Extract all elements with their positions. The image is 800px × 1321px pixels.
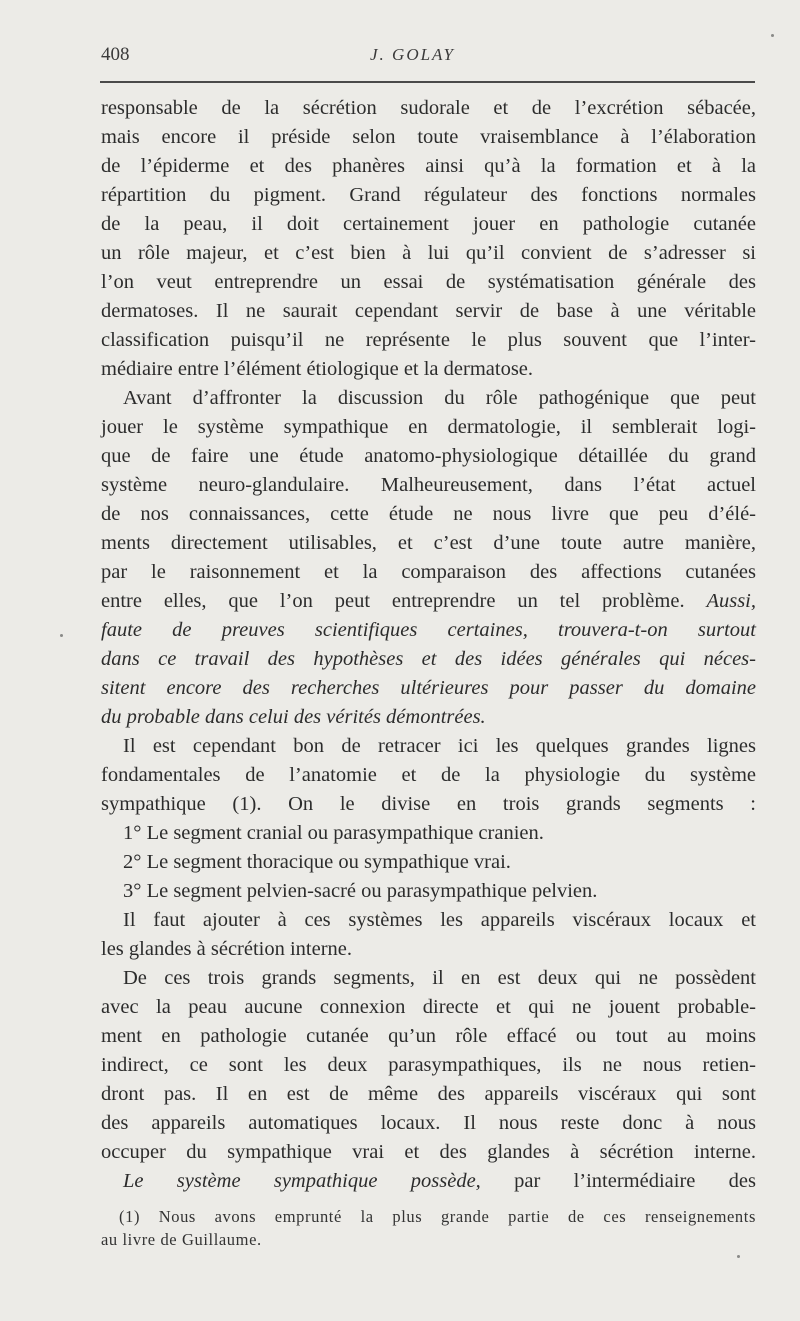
body-line: de nos connaissances, cette étude ne nous livre que peu d’élé- — [101, 503, 756, 525]
header-rule — [100, 81, 755, 83]
body-line: ments directement utilisables, et c’est d’une toute autre manière, — [101, 532, 756, 554]
body-line: dermatoses. Il ne saurait cependant servir de base à une véritable — [101, 300, 756, 322]
paper-speck — [60, 634, 63, 637]
body-line-mixed — [101, 587, 756, 616]
running-head: J. GOLAY — [370, 45, 455, 64]
footnote-line: au livre de Guillaume. — [101, 1230, 262, 1249]
list-item: 3° Le segment pelvien-sacré ou parasympathique pelvien. — [123, 880, 598, 902]
paper-speck — [771, 34, 774, 37]
body-line-italic: faute de preuves scientifiques certaines, trouvera-t-on surtout — [101, 619, 756, 641]
body-line: mais encore il préside selon toute vraisemblance à l’élaboration — [101, 126, 756, 148]
body-line: Avant d’affronter la discussion du rôle pathogénique que peut — [123, 387, 756, 409]
body-text-run: entre elles, que l’on peut entreprendre un tel problème. — [101, 590, 685, 612]
list-item: 1° Le segment cranial ou parasympathique cranien. — [123, 822, 544, 844]
body-line: par le raisonnement et la comparaison des affections cutanées — [101, 561, 756, 583]
body-line-italic: dans ce travail des hypothèses et des idées générales qui néces- — [101, 648, 756, 670]
body-line: jouer le système sympathique en dermatologie, il semblerait logi- — [101, 416, 756, 438]
body-line: avec la peau aucune connexion directe et qui ne jouent probable- — [101, 996, 756, 1018]
italic-run: Aussi, — [706, 590, 757, 612]
body-line: fondamentales de l’anatomie et de la physiologie du système — [101, 764, 756, 786]
paper-speck — [737, 1255, 740, 1258]
footnote-line: (1) Nous avons emprunté la plus grande partie de ces renseignements — [119, 1207, 756, 1226]
body-line-italic: sitent encore des recherches ultérieures pour passer du domaine — [101, 677, 756, 699]
body-line: Il est cependant bon de retracer ici les quelques grandes lignes — [123, 735, 756, 757]
body-line: occuper du sympathique vrai et des glandes à sécrétion interne. — [101, 1141, 756, 1163]
body-line: Il faut ajouter à ces systèmes les appareils viscéraux locaux et — [123, 909, 756, 931]
body-line: de la peau, il doit certainement jouer en pathologie cutanée — [101, 213, 756, 235]
body-line: ment en pathologie cutanée qu’un rôle effacé ou tout au moins — [101, 1025, 756, 1047]
body-line: que de faire une étude anatomo-physiologique détaillée du grand — [101, 445, 756, 467]
body-line: classification puisqu’il ne représente le plus souvent que l’inter- — [101, 329, 756, 351]
body-line: dront pas. Il en est de même des appareils viscéraux qui sont — [101, 1083, 756, 1105]
body-line: l’on veut entreprendre un essai de systématisation générale des — [101, 271, 756, 293]
body-line: indirect, ce sont les deux parasympathiques, ils ne nous retien- — [101, 1054, 756, 1076]
body-line: médiaire entre l’élément étiologique et la dermatose. — [101, 358, 534, 380]
page-number: 408 — [101, 44, 130, 65]
body-line-mixed — [101, 1167, 756, 1196]
body-line: les glandes à sécrétion interne. — [101, 938, 353, 960]
body-line: responsable de la sécrétion sudorale et de l’excrétion sébacée, — [101, 97, 756, 119]
body-line: de l’épiderme et des phanères ainsi qu’à la formation et à la — [101, 155, 756, 177]
italic-run: Le système sympathique possède, — [123, 1170, 481, 1192]
body-text — [101, 94, 756, 1196]
body-line: un rôle majeur, et c’est bien à lui qu’il convient de s’adresser si — [101, 242, 756, 264]
body-line: répartition du pigment. Grand régulateur des fonctions normales — [101, 184, 756, 206]
footnote — [101, 1205, 756, 1251]
body-line: De ces trois grands segments, il en est deux qui ne possèdent — [123, 967, 756, 989]
body-line: système neuro-glandulaire. Malheureusement, dans l’état actuel — [101, 474, 756, 496]
body-line-italic: du probable dans celui des vérités démontrées. — [101, 706, 486, 728]
body-text-run: par l’intermédiaire des — [514, 1170, 756, 1192]
list-item: 2° Le segment thoracique ou sympathique vrai. — [123, 851, 511, 873]
body-line: des appareils automatiques locaux. Il nous reste donc à nous — [101, 1112, 756, 1134]
body-line: sympathique (1). On le divise en trois grands segments : — [101, 793, 756, 815]
